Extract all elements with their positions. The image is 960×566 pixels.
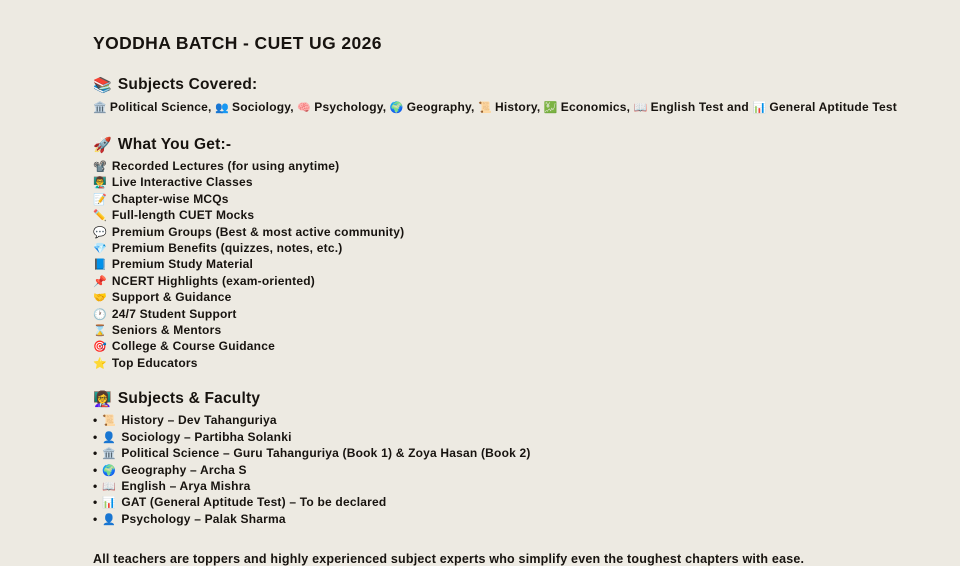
benefit-live-classes [93, 175, 900, 191]
classical-building-icon: 🏛️ [93, 102, 107, 114]
subject-label: History [494, 100, 537, 114]
globe-icon: 🌍 [389, 102, 404, 114]
benefit-label: Premium Groups (Best & most active community) [111, 224, 405, 239]
star-icon: ⭐ [93, 357, 107, 370]
bullet: • [93, 462, 98, 477]
separator: , [536, 100, 544, 114]
what-you-get-heading-label: What You Get:- [117, 136, 232, 153]
teacher-icon: 👨‍🏫 [93, 177, 107, 190]
faculty-psychology [93, 512, 900, 528]
subject-label: Sociology [232, 100, 291, 114]
benefit-label: Seniors & Mentors [111, 323, 222, 338]
section-what-you-get [93, 136, 900, 372]
clock-icon: 🕐 [93, 308, 107, 321]
faculty-label: English – Arya Mishra [121, 478, 251, 493]
what-you-get-heading [93, 136, 900, 154]
benefit-label: Chapter-wise MCQs [111, 191, 229, 206]
benefit-seniors-mentors [93, 323, 900, 339]
benefit-label: Support & Guidance [111, 290, 232, 305]
benefits-list [93, 159, 900, 372]
faculty-label: GAT (General Aptitude Test) – To be declared [121, 495, 387, 510]
section-subjects-faculty [93, 390, 900, 528]
subjects-covered-heading-label: Subjects Covered: [117, 76, 258, 93]
scroll-icon: 📜 [102, 415, 117, 428]
benefit-label: Top Educators [111, 355, 198, 370]
subjects-faculty-heading-label: Subjects & Faculty [117, 390, 261, 408]
scroll-icon: 📜 [478, 102, 492, 114]
separator: , [470, 100, 479, 114]
benefit-label: Premium Study Material [111, 257, 254, 272]
benefit-premium-groups [93, 225, 900, 241]
subject-general-aptitude-test [752, 100, 896, 114]
memo-icon: 📝 [93, 193, 107, 206]
faculty-geography [93, 463, 900, 479]
benefit-support-guidance [93, 290, 900, 306]
brain-icon: 🧠 [297, 102, 312, 114]
benefit-label: 24/7 Student Support [111, 306, 237, 321]
speech-balloon-icon: 💬 [93, 226, 107, 239]
bullet: • [93, 478, 98, 493]
bullet: • [93, 446, 98, 461]
gem-icon: 💎 [93, 243, 107, 256]
benefit-cuet-mocks [93, 208, 900, 224]
benefit-premium-benefits [93, 241, 900, 257]
faculty-history [93, 413, 900, 429]
benefit-study-material [93, 257, 900, 273]
subject-english-test [634, 100, 753, 114]
bar-chart-icon: 📊 [752, 102, 767, 114]
subject-sociology [215, 100, 297, 114]
benefit-top-educators [93, 356, 900, 372]
benefit-label: Premium Benefits (quizzes, notes, etc.) [111, 241, 343, 256]
subject-label: General Aptitude Test [769, 100, 897, 114]
benefit-label: NCERT Highlights (exam-oriented) [111, 273, 315, 288]
subject-label: English Test [650, 100, 724, 114]
benefit-student-support [93, 307, 900, 323]
subject-political-science [93, 100, 215, 114]
section-subjects-covered [93, 76, 900, 116]
benefit-label: Live Interactive Classes [111, 175, 253, 190]
benefit-recorded-lectures [93, 159, 900, 175]
separator: , [382, 100, 390, 114]
benefit-chapter-mcqs [93, 192, 900, 208]
bullet: • [93, 413, 98, 428]
subject-history [478, 100, 544, 114]
faculty-label: Sociology – Partibha Solanki [121, 429, 292, 444]
bullet: • [93, 429, 98, 444]
subject-geography [390, 100, 478, 114]
page-title: YODDHA BATCH - CUET UG 2026 [93, 33, 382, 53]
blue-book-icon: 📘 [93, 259, 107, 272]
benefit-college-guidance [93, 339, 900, 355]
footer-note: All teachers are toppers and highly experienced subject experts who simplify even the toughest chapters with ease. [93, 552, 805, 566]
rocket-icon: 🚀 [93, 137, 112, 154]
benefit-label: Full-length CUET Mocks [111, 208, 255, 223]
subjects-covered-heading [93, 76, 900, 94]
bust-icon: 👤 [102, 431, 117, 444]
teacher-icon: 👩‍🏫 [93, 391, 112, 409]
subject-label: Political Science [109, 100, 209, 114]
subject-psychology [297, 100, 389, 114]
separator: , [626, 100, 634, 114]
bar-chart-icon: 📊 [102, 497, 117, 510]
faculty-political-science [93, 446, 900, 462]
subject-label: Geography [406, 100, 471, 114]
handshake-icon: 🤝 [93, 292, 107, 305]
benefit-ncert-highlights [93, 274, 900, 290]
faculty-gat [93, 495, 900, 511]
faculty-list [93, 413, 900, 528]
open-book-icon: 📖 [102, 480, 117, 493]
benefit-label: Recorded Lectures (for using anytime) [111, 159, 340, 173]
faculty-label: History – Dev Tahanguriya [121, 413, 277, 428]
faculty-label: Geography – Archa S [121, 462, 247, 477]
globe-icon: 🌍 [102, 464, 117, 477]
faculty-label: Political Science – Guru Tahanguriya (Book 1) & Zoya Hasan (Book 2) [121, 446, 531, 461]
books-icon: 📚 [93, 77, 112, 94]
separator: and [723, 100, 753, 114]
bullet: • [93, 511, 98, 526]
classical-building-icon: 🏛️ [102, 448, 117, 461]
bust-icon: 👤 [102, 513, 117, 526]
separator: , [208, 100, 216, 114]
subject-label: Psychology [314, 100, 383, 114]
hourglass-icon: ⌛ [93, 325, 107, 338]
separator: , [290, 100, 298, 114]
chart-increasing-icon: 💹 [543, 102, 558, 114]
pencil-icon: ✏️ [93, 210, 107, 223]
subject-economics [544, 100, 634, 114]
bullet: • [93, 495, 98, 510]
dart-target-icon: 🎯 [93, 341, 107, 354]
faculty-english [93, 479, 900, 495]
open-book-icon: 📖 [633, 102, 648, 114]
benefit-label: College & Course Guidance [111, 339, 275, 354]
film-projector-icon: 📽️ [93, 161, 107, 173]
subjects-faculty-heading [93, 390, 900, 408]
faculty-label: Psychology – Palak Sharma [121, 511, 286, 526]
faculty-sociology [93, 430, 900, 446]
busts-icon: 👥 [215, 102, 230, 114]
pushpin-icon: 📌 [93, 275, 107, 288]
subject-label: Economics [560, 100, 627, 114]
subjects-line [93, 99, 900, 116]
